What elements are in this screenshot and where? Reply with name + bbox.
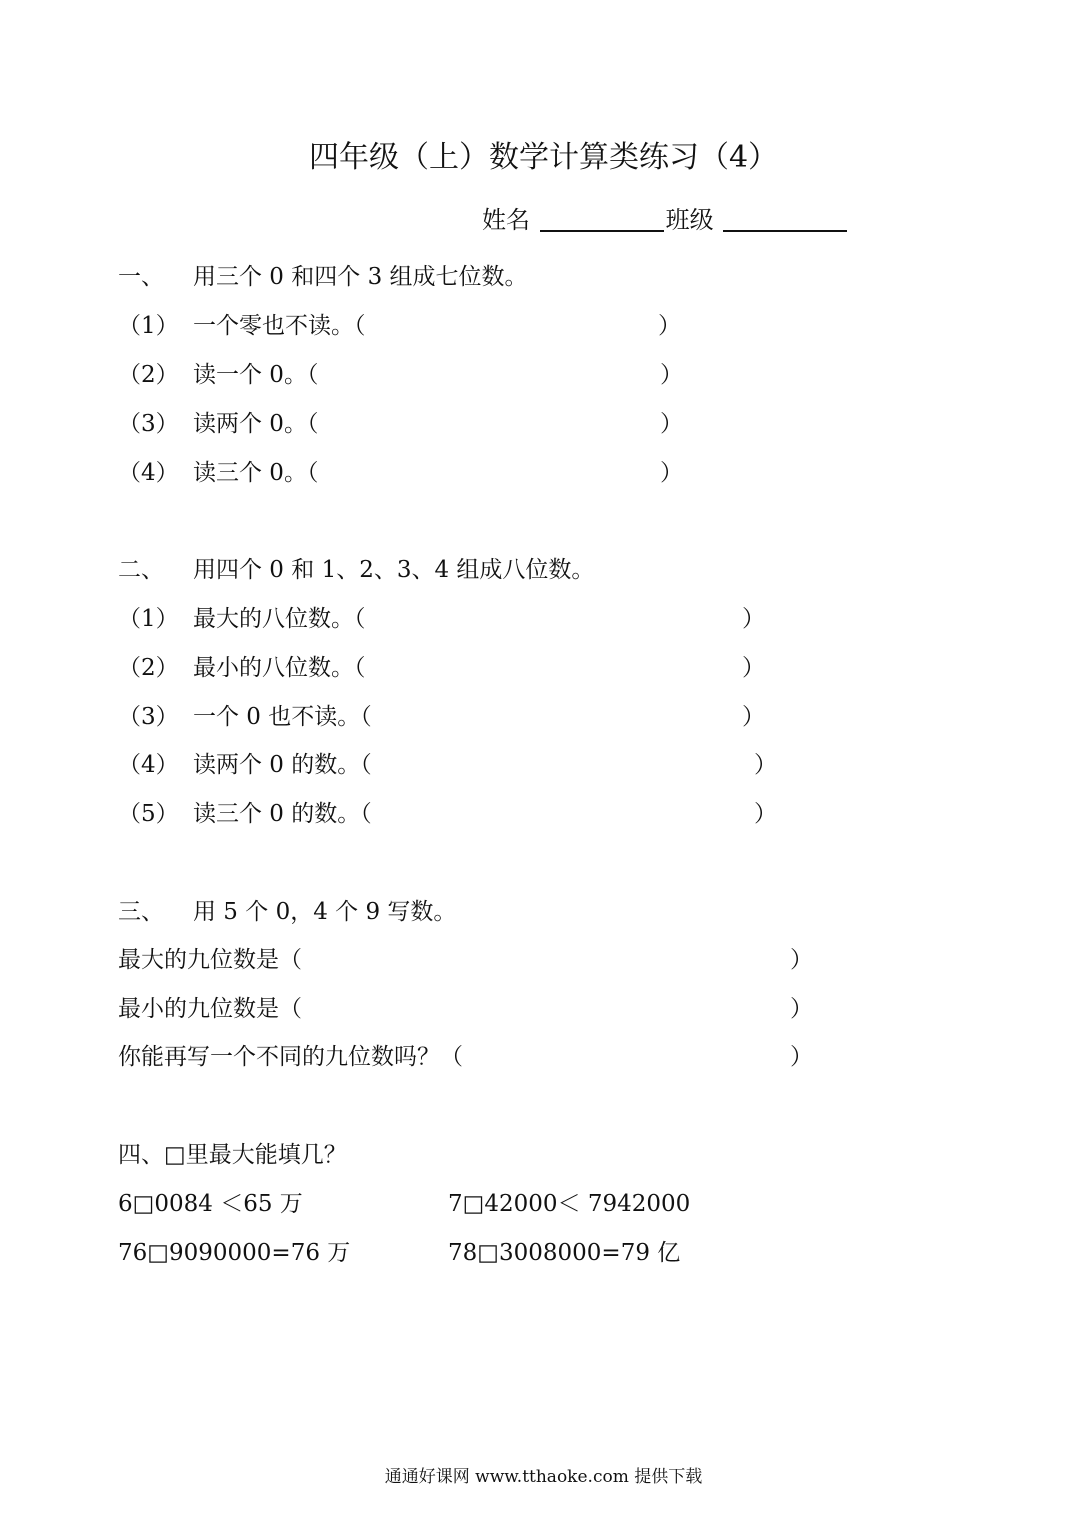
item-text: 最大的八位数。（ [193,606,366,632]
answer-close-paren: ） [658,313,681,339]
section-number: 二、 [118,557,164,583]
footer-text: 通通好课网 www.tthaoke.com 提供下载 [384,1467,703,1487]
item-index: （1） [118,313,179,339]
item-index: （5） [118,801,179,827]
item-text: 最大的九位数是（ [118,947,302,973]
answer-close-paren: ） [660,411,683,437]
answer-close-paren: ） [742,655,765,681]
answer-close-paren: ） [754,752,777,778]
section-4-heading: 四、□里最大能填几？ [118,1142,347,1168]
item-text: 读三个 0。（ [193,460,319,486]
item-text: 一个零也不读。（ [193,313,366,339]
item-index: （4） [118,460,179,486]
item-index: （3） [118,704,179,730]
class-label: 班级 [665,206,714,234]
item-text: 读两个 0。（ [193,411,319,437]
section-number: 一、 [118,264,164,290]
answer-close-paren: ） [660,460,683,486]
comparison-item: 78□3008000=79 亿 [448,1240,681,1266]
answer-close-paren: ） [742,704,765,730]
name-class-row [482,200,849,235]
section-text: 用四个 0 和 1、2、3、4 组成八位数。 [193,557,595,583]
item-text: 读一个 0。（ [193,362,319,388]
item-text: 一个 0 也不读。（ [193,704,372,730]
comparison-item: 7□42000＜ 7942000 [448,1191,691,1217]
item-index: （2） [118,655,179,681]
item-text: 读两个 0 的数。（ [193,752,372,778]
item-index: （1） [118,606,179,632]
item-text: 最小的八位数。（ [193,655,366,681]
item-index: （4） [118,752,179,778]
section-number: 三、 [118,899,164,925]
section-text: 用三个 0 和四个 3 组成七位数。 [193,264,528,290]
answer-close-paren: ） [754,801,777,827]
answer-close-paren: ） [660,362,683,388]
item-index: （2） [118,362,179,388]
comparison-item: 6□0084 ＜65 万 [118,1191,303,1217]
section-text: 用 5 个 0，4 个 9 写数。 [193,899,457,925]
item-index: （3） [118,411,179,437]
item-text: 你能再写一个不同的九位数吗？（ [118,1044,463,1070]
answer-close-paren: ） [790,1044,813,1070]
item-text: 读三个 0 的数。（ [193,801,372,827]
name-label: 姓名 [482,206,530,234]
answer-close-paren: ） [742,606,765,632]
name-blank[interactable] [540,206,664,232]
answer-close-paren: ） [790,947,813,973]
answer-close-paren: ） [790,996,813,1022]
page-title: 四年级（上）数学计算类练习（4） [308,140,779,175]
comparison-item: 76□9090000=76 万 [118,1240,351,1266]
class-blank[interactable] [723,206,847,232]
item-text: 最小的九位数是（ [118,996,302,1022]
